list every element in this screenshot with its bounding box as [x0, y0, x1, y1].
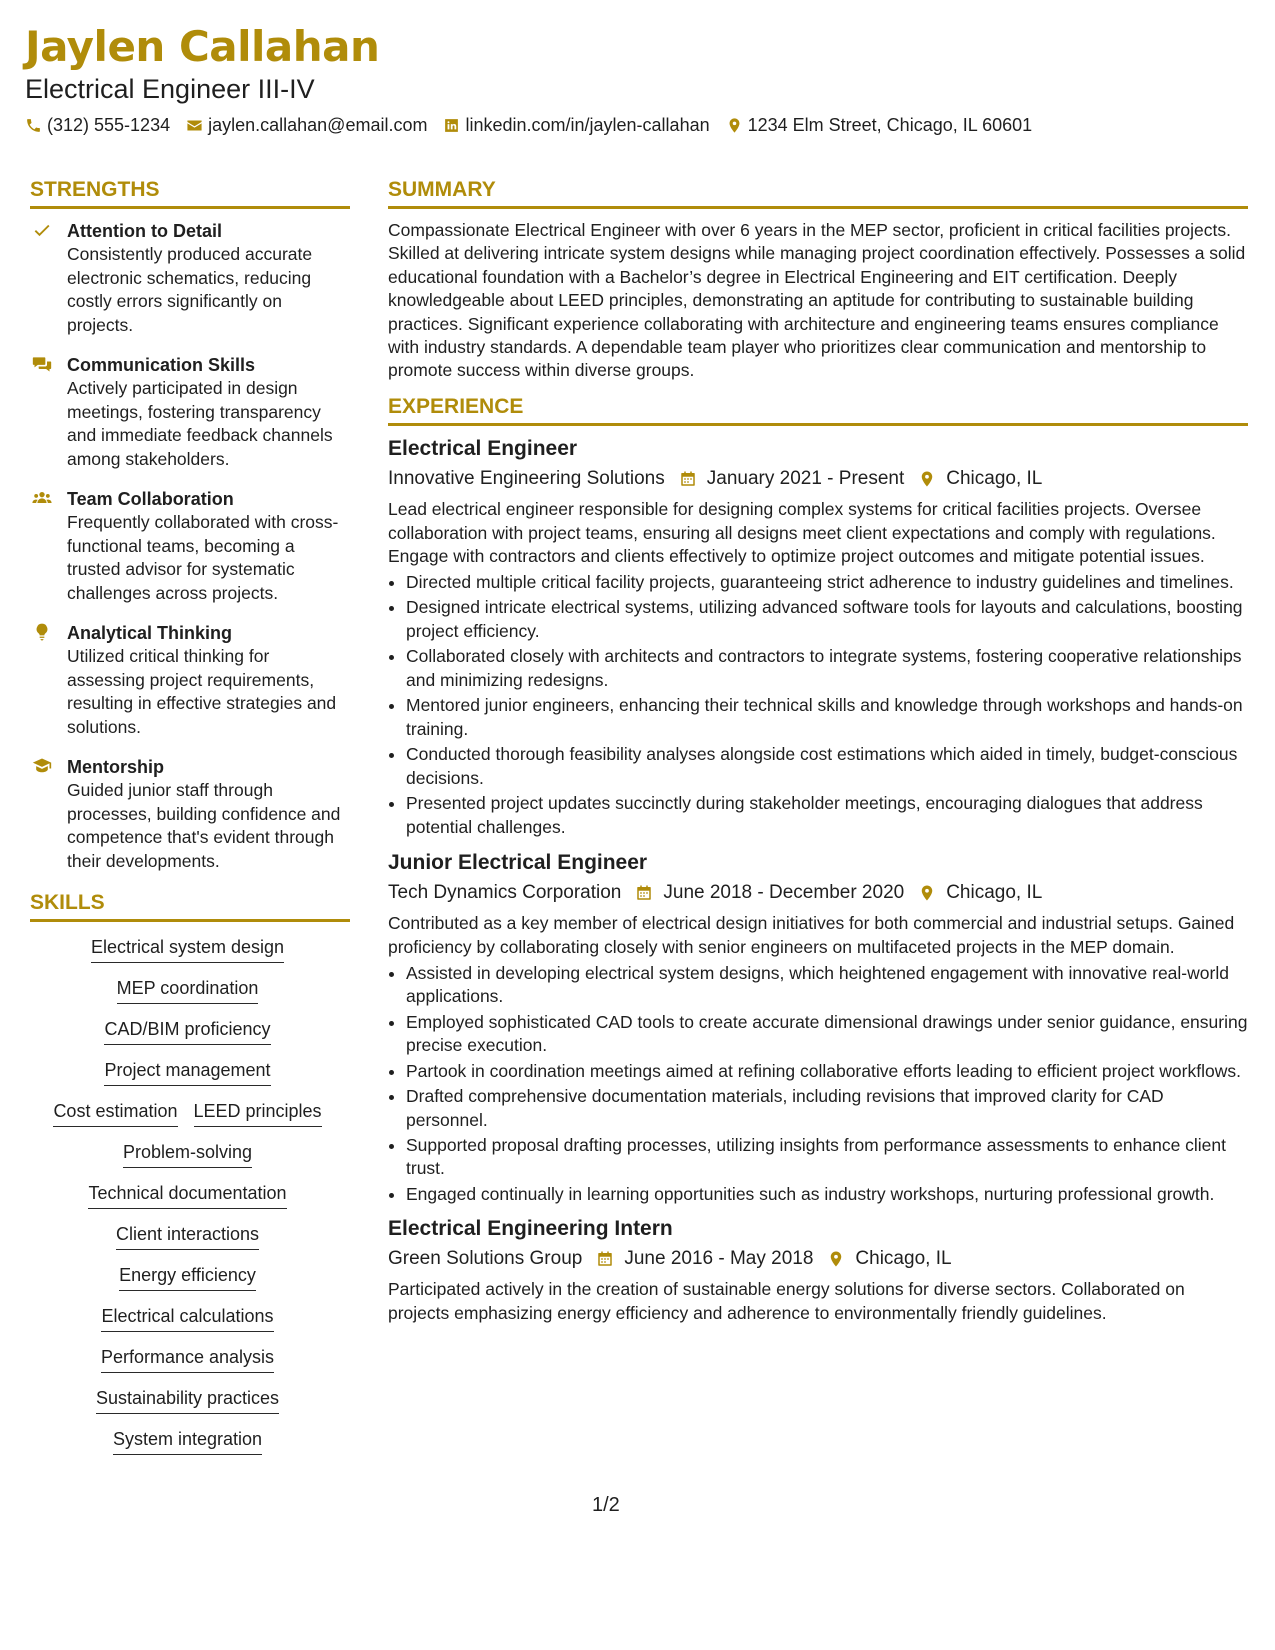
- job-company: Green Solutions Group: [388, 1248, 583, 1270]
- skill-tag: MEP coordination: [117, 977, 259, 1004]
- job-dates: June 2016 - May 2018: [624, 1248, 814, 1270]
- strength-item: [30, 353, 350, 471]
- strength-item: [30, 487, 350, 605]
- skill-tag: Performance analysis: [101, 1346, 274, 1373]
- strength-item: [30, 755, 350, 873]
- strength-title: Analytical Thinking: [67, 623, 233, 643]
- calendar-icon: [679, 470, 697, 488]
- linkedin-icon: [443, 117, 460, 134]
- candidate-title: Electrical Engineer III-IV: [25, 74, 315, 104]
- job-company: Innovative Engineering Solutions: [388, 467, 665, 489]
- skill-tag: Electrical system design: [91, 936, 284, 963]
- strength-desc: Frequently collaborated with cross-functional teams, becoming a trusted advisor for systematic challenges across projects.: [67, 512, 339, 603]
- skill-tag: Electrical calculations: [101, 1305, 273, 1332]
- contact-email[interactable]: [186, 115, 427, 136]
- address-text: 1234 Elm Street, Chicago, IL 60601: [747, 115, 1033, 135]
- job-bullet: • Assisted in developing electrical system designs, which heightened engagement with innovative real-world applications.: [406, 962, 1248, 1010]
- job-bullet: • Collaborated closely with architects and contractors to integrate systems, fostering cooperative relationships and minimizing redesigns.: [406, 645, 1248, 693]
- strength-desc: Utilized critical thinking for assessing project requirements, resulting in effective strategies and solutions.: [67, 646, 337, 737]
- job-meta: [388, 1246, 1248, 1272]
- job-title: Junior Electrical Engineer: [388, 850, 648, 874]
- job-entry: [388, 1216, 1248, 1326]
- job-description: Contributed as a key member of electrical design initiatives for both commercial and industrial setups. Gained proficiency by collaborating closely with senior engineers on multifaceted projects in the MEP domain.: [388, 912, 1235, 957]
- skill-tag: CAD/BIM proficiency: [104, 1018, 270, 1045]
- job-bullet: • Conducted thorough feasibility analyses alongside cost estimations which aided in timely, budget-conscious decisions.: [406, 743, 1248, 791]
- job-entry: [388, 850, 1248, 1207]
- candidate-name: Jaylen Callahan: [25, 22, 380, 71]
- job-meta: [388, 466, 1248, 492]
- strength-title: Attention to Detail: [67, 221, 222, 241]
- job-entry: [388, 436, 1248, 840]
- job-bullet: • Presented project updates succinctly during stakeholder meetings, encouraging dialogues that address potential challenges.: [406, 792, 1248, 840]
- job-location: Chicago, IL: [946, 881, 1043, 903]
- strengths-heading: STRENGTHS: [30, 178, 350, 209]
- map-pin-icon: [918, 884, 936, 902]
- skill-tag: Energy efficiency: [119, 1264, 256, 1291]
- comments-icon: [32, 354, 52, 374]
- job-location: Chicago, IL: [946, 467, 1043, 489]
- envelope-icon: [186, 117, 203, 134]
- users-icon: [32, 488, 52, 508]
- skills-heading: SKILLS: [30, 891, 350, 922]
- phone-icon: [25, 117, 42, 134]
- job-description: Lead electrical engineer responsible for designing complex systems for critical facilities projects. Oversee collaboration with project teams, ensuring all designs meet client expectations and comply with regulations. Engage with contractors and clients effectively to optimize project outcomes and mitigate potential issues.: [388, 498, 1216, 567]
- map-pin-icon: [918, 470, 936, 488]
- contact-address: [726, 115, 1033, 136]
- job-bullet: • Engaged continually in learning opportunities such as industry workshops, nurturing professional growth.: [406, 1183, 1248, 1207]
- job-bullet: • Employed sophisticated CAD tools to create accurate dimensional drawings under senior guidance, ensuring precise execution.: [406, 1011, 1248, 1059]
- job-bullet: • Partook in coordination meetings aimed at refining collaborative efforts leading to efficient project workflows.: [406, 1060, 1248, 1084]
- map-pin-icon: [827, 1250, 845, 1268]
- contact-bar: [25, 115, 1048, 136]
- job-company: Tech Dynamics Corporation: [388, 881, 622, 903]
- lightbulb-icon: [32, 622, 52, 642]
- skill-tag: Sustainability practices: [96, 1387, 279, 1414]
- contact-phone: [25, 115, 170, 136]
- skill-tag: Client interactions: [116, 1223, 259, 1250]
- phone-text: (312) 555-1234: [47, 115, 171, 135]
- job-bullet: • Directed multiple critical facility projects, guaranteeing strict adherence to industry guidelines and timelines.: [406, 571, 1248, 595]
- left-column: [30, 178, 350, 1455]
- experience-heading: EXPERIENCE: [388, 395, 1248, 426]
- right-column: [388, 178, 1248, 1336]
- skill-tag: Project management: [104, 1059, 270, 1086]
- job-meta: [388, 880, 1248, 906]
- job-location: Chicago, IL: [855, 1248, 952, 1270]
- skill-tag: Cost estimation: [53, 1100, 177, 1127]
- strength-title: Communication Skills: [67, 355, 256, 375]
- job-title: Electrical Engineering Intern: [388, 1217, 673, 1241]
- job-title: Electrical Engineer: [388, 436, 578, 460]
- job-bullets: [388, 571, 1248, 840]
- job-bullet: • Supported proposal drafting processes, utilizing insights from performance assessments to enhance client trust.: [406, 1134, 1248, 1182]
- page-number: 1/2: [592, 1494, 620, 1516]
- strength-desc: Guided junior staff through processes, building confidence and competence that's evident through their developments.: [67, 780, 341, 871]
- skill-tag: Technical documentation: [88, 1182, 286, 1209]
- strength-title: Team Collaboration: [67, 489, 234, 509]
- job-description: Participated actively in the creation of sustainable energy solutions for diverse sectors. Collaborated on projects emphasizing energy efficiency and adherence to environmentally friendly guidelines.: [388, 1279, 1185, 1324]
- job-bullet: • Mentored junior engineers, enhancing their technical skills and knowledge through workshops and hands-on training.: [406, 694, 1248, 742]
- check-icon: [32, 220, 52, 240]
- job-dates: June 2018 - December 2020: [663, 881, 905, 903]
- strength-desc: Consistently produced accurate electronic schematics, reducing costly errors significantly on projects.: [67, 244, 313, 335]
- job-bullets: [388, 962, 1248, 1207]
- strength-item: [30, 621, 350, 739]
- email-text[interactable]: jaylen.callahan@email.com: [208, 115, 428, 135]
- skills-list: [30, 936, 350, 1455]
- contact-linkedin[interactable]: [443, 115, 709, 136]
- teacher-icon: [32, 756, 52, 776]
- map-pin-icon: [726, 117, 743, 134]
- calendar-icon: [635, 884, 653, 902]
- strength-title: Mentorship: [67, 757, 164, 777]
- summary-heading: SUMMARY: [388, 178, 1248, 209]
- strength-item: [30, 219, 350, 337]
- linkedin-text[interactable]: linkedin.com/in/jaylen-callahan: [465, 115, 710, 135]
- skill-tag: LEED principles: [194, 1100, 322, 1127]
- summary-text: Compassionate Electrical Engineer with over 6 years in the MEP sector, proficient in critical facilities projects. Skilled at delivering intricate system designs while managing project coordination effectively. Possesses a solid educational foundation with a Bachelor’s degree in Electrical Engineering and EIT certification. Deeply knowledgeable about LEED principles, demonstrating an aptitude for contributing to sustainable building practices. Significant experience collaborating with architecture and engineering teams ensures compliance with industry standards. A dependable team player who prioritizes clear communication and mentorship to promote success within diverse groups.: [388, 220, 1246, 381]
- skill-tag: Problem-solving: [123, 1141, 252, 1168]
- strength-desc: Actively participated in design meetings, fostering transparency and immediate feedback channels among stakeholders.: [67, 378, 333, 469]
- skill-tag: System integration: [113, 1428, 262, 1455]
- job-bullet: • Designed intricate electrical systems, utilizing advanced software tools for layouts and calculations, boosting project efficiency.: [406, 596, 1248, 644]
- calendar-icon: [596, 1250, 614, 1268]
- job-dates: January 2021 - Present: [706, 467, 905, 489]
- job-bullet: • Drafted comprehensive documentation materials, including revisions that improved clarity for CAD personnel.: [406, 1085, 1248, 1133]
